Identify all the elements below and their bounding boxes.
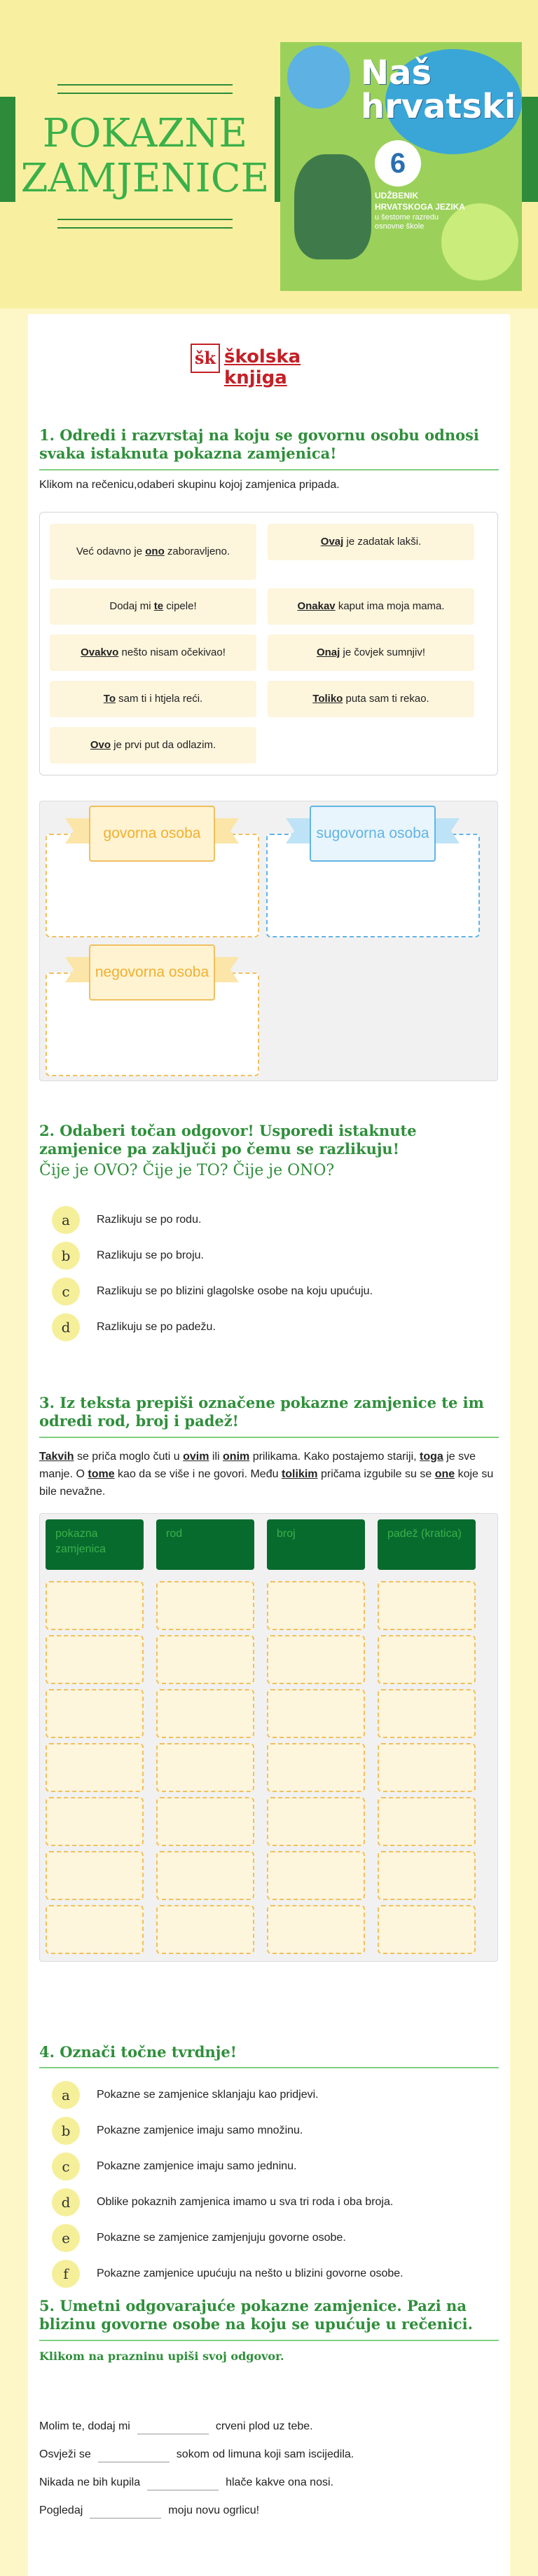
pronoun-keyword: tolikim — [281, 1467, 318, 1480]
chip-text-part: puta sam ti rekao. — [343, 692, 429, 705]
answer-cell[interactable] — [267, 1635, 365, 1684]
option-letter[interactable]: c — [52, 2153, 80, 2181]
option-letter[interactable]: f — [52, 2260, 80, 2288]
statement-option[interactable] — [52, 2188, 472, 2216]
chip-text — [90, 738, 216, 752]
statement-option[interactable] — [52, 2224, 472, 2252]
answer-cell[interactable] — [156, 1689, 254, 1738]
section-title: 4. Označi točne tvrdnje! — [39, 2043, 237, 2061]
pronoun-keyword: tome — [88, 1467, 115, 1480]
option-text: Oblike pokaznih zamjenica imamo u sva tri roda i oba broja. — [97, 2196, 394, 2208]
sentence-text: Molim te, dodaj mi — [39, 2420, 130, 2432]
pronoun-keyword: onim — [223, 1451, 250, 1463]
answer-cell[interactable] — [378, 1743, 476, 1792]
sentence-chip[interactable] — [268, 681, 474, 717]
blank-input[interactable] — [90, 2503, 161, 2519]
answer-cell[interactable] — [46, 1581, 144, 1630]
option-letter[interactable]: d — [52, 1313, 80, 1341]
sentence-chips-panel — [39, 512, 498, 775]
paragraph-text: ili — [209, 1451, 223, 1463]
section-instruction: Klikom na rečenicu,odaberi skupinu kojoj zamjenica pripada. — [39, 478, 340, 491]
answer-cell[interactable] — [267, 1851, 365, 1900]
section-instruction: Klikom na prazninu upiši svoj odgovor. — [39, 2349, 284, 2363]
section-title: 3. Iz teksta prepiši označene pokazne zamjenice te im odredi rod, broj i padež! — [39, 1394, 484, 1430]
section-2 — [28, 1122, 510, 1179]
section-title: 1. Odredi i razvrstaj na koju se govornu osobu odnosi svaka istaknuta pokazna zamjenica! — [39, 426, 479, 463]
option-text: Razlikuju se po rodu. — [97, 1214, 202, 1226]
title-rule — [57, 93, 233, 94]
section-5 — [28, 2297, 510, 2363]
sentence-text: moju novu ogrlicu! — [168, 2504, 260, 2516]
header — [0, 0, 538, 309]
pronoun-keyword: toga — [420, 1451, 443, 1463]
option-text: Pokazne se zamjenice sklanjaju kao pridjevi. — [97, 2089, 319, 2101]
logo-text: školska knjiga — [224, 346, 301, 388]
cover-subtitle — [375, 191, 465, 232]
option-letter[interactable]: e — [52, 2224, 80, 2252]
ribbon-tail — [432, 818, 460, 843]
option-letter[interactable]: a — [52, 2081, 80, 2109]
answer-cell[interactable] — [156, 1635, 254, 1684]
drop-zones-panel — [39, 801, 498, 1081]
sentence-chip[interactable] — [268, 524, 474, 560]
column-header: pokazna zamjenica — [46, 1519, 144, 1570]
zone-label-govorna — [89, 806, 215, 862]
answer-table — [39, 1513, 498, 1962]
zone-label-text: govorna osoba — [89, 806, 215, 862]
cover-sub-line: HRVATSKOGA JEZIKA — [375, 201, 465, 212]
paragraph-text: kao da se više i ne govori. Među — [114, 1467, 282, 1480]
column-header: rod — [156, 1519, 254, 1570]
chip-text — [321, 535, 421, 549]
cover-grade-badge: 6 — [375, 140, 421, 187]
ribbon-tail — [211, 818, 239, 843]
answer-cell[interactable] — [267, 1905, 365, 1954]
answer-cell[interactable] — [46, 1635, 144, 1684]
zone-label-text: sugovorna osoba — [310, 806, 436, 862]
sentence-chip[interactable] — [50, 681, 256, 717]
answer-cell[interactable] — [378, 1905, 476, 1954]
chip-text — [297, 599, 444, 614]
sentence-chip[interactable] — [50, 524, 256, 580]
sentence-text: Osvježi se — [39, 2448, 91, 2460]
page-title — [21, 111, 270, 202]
chip-text-part: nešto nisam očekivao! — [118, 646, 226, 658]
chip-text — [76, 545, 230, 559]
section-divider — [39, 2067, 499, 2068]
sentence-chip[interactable] — [50, 727, 256, 764]
fill-in-sentence — [39, 2446, 498, 2464]
chip-keyword: Ovaj — [320, 535, 344, 548]
option-text: Razlikuju se po padežu. — [97, 1321, 216, 1333]
sentence-text: crveni plod uz tebe. — [215, 2420, 313, 2432]
answer-cell[interactable] — [156, 1743, 254, 1792]
paragraph-text: prilikama. Kako postajemo stariji, — [249, 1451, 420, 1463]
sentence-chip[interactable] — [268, 635, 474, 671]
option-text: Pokazne zamjenice imaju samo jedninu. — [97, 2160, 297, 2172]
answer-cell[interactable] — [156, 1851, 254, 1900]
chip-keyword: te — [153, 599, 164, 612]
answer-cell[interactable] — [46, 1797, 144, 1846]
section-1 — [28, 426, 510, 492]
zone-label-text: negovorna osoba — [89, 944, 215, 1001]
paragraph-text: je sve manje. O — [39, 1451, 476, 1480]
title-box — [15, 41, 275, 272]
fill-in-sentence — [39, 2418, 498, 2436]
answer-cell[interactable] — [156, 1905, 254, 1954]
sentence-text: Nikada ne bih kupila — [39, 2476, 141, 2488]
title-rule — [57, 84, 233, 86]
cover-shape — [287, 46, 350, 109]
zone-label-negovorna — [89, 944, 215, 1001]
answer-option[interactable] — [52, 1313, 472, 1341]
ribbon-tail — [211, 957, 239, 982]
statement-option[interactable] — [52, 2153, 472, 2181]
answer-cell[interactable] — [46, 1689, 144, 1738]
chip-keyword: Onakav — [297, 599, 336, 612]
sentence-text: hlače kakve ona nosi. — [226, 2476, 333, 2488]
worksheet-card — [28, 314, 510, 2576]
cover-brand-line: hrvatski — [361, 87, 516, 126]
pronoun-keyword: Takvih — [39, 1451, 74, 1463]
answer-cell[interactable] — [46, 1905, 144, 1954]
option-text: Pokazne zamjenice upućuju na nešto u blizini govorne osobe. — [97, 2267, 404, 2279]
section-subtitle: Čije je OVO? Čije je TO? Čije je ONO? — [39, 1161, 335, 1179]
cover-sub-line: u šestome razredu — [375, 212, 439, 222]
paragraph-text: se priča moglo čuti u — [74, 1451, 184, 1463]
answer-cell[interactable] — [378, 1635, 476, 1684]
title-rule — [57, 219, 233, 220]
answer-option[interactable] — [52, 1277, 472, 1306]
chip-text — [81, 646, 226, 660]
statement-option[interactable] — [52, 2081, 472, 2109]
sentence-text: Pogledaj — [39, 2504, 83, 2516]
pronoun-keyword: one — [434, 1467, 455, 1480]
option-letter[interactable]: a — [52, 1206, 80, 1234]
chip-text-part: kaput ima moja mama. — [335, 599, 445, 612]
answer-cell[interactable] — [46, 1851, 144, 1900]
blank-input[interactable] — [137, 2419, 209, 2434]
publisher-logo — [191, 342, 352, 388]
chip-keyword: Toliko — [312, 692, 343, 705]
paragraph-text: koje su bile nevažne. — [39, 1467, 494, 1498]
chip-text — [109, 599, 196, 614]
chip-text-part: zaboravljeno. — [164, 545, 230, 557]
sentence-chip[interactable] — [50, 588, 256, 625]
chip-text-part: Dodaj mi — [109, 599, 154, 612]
option-text: Pokazne zamjenice imaju samo množinu. — [97, 2124, 303, 2136]
cover-sub-line: osnovne škole — [375, 222, 425, 231]
option-text: Pokazne se zamjenice zamjenjuju govorne osobe. — [97, 2232, 346, 2244]
answer-cell[interactable] — [267, 1581, 365, 1630]
chip-keyword: To — [103, 692, 116, 705]
answer-cell[interactable] — [378, 1797, 476, 1846]
section-title: 2. Odaberi točan odgovor! Usporedi istaknute zamjenice pa zaključi po čemu se razlikuju! — [39, 1122, 417, 1158]
option-text: Razlikuju se po broju. — [97, 1249, 204, 1261]
zone-label-sugovorna — [310, 806, 436, 862]
answer-cell[interactable] — [378, 1689, 476, 1738]
answer-option[interactable] — [52, 1206, 472, 1234]
section-3 — [28, 1394, 510, 1438]
chip-text-part: je prvi put da odlazim. — [111, 738, 216, 751]
chip-keyword: Ovakvo — [81, 646, 119, 658]
title-rule — [57, 227, 233, 229]
sentence-chip[interactable] — [268, 588, 474, 625]
chip-keyword: Onaj — [316, 646, 340, 658]
answer-cell[interactable] — [378, 1581, 476, 1630]
chip-text-part: Već odavno je — [76, 545, 146, 557]
column-header: broj — [267, 1519, 365, 1570]
chip-text-part: je zadatak lakši. — [343, 535, 422, 548]
answer-cell[interactable] — [156, 1797, 254, 1846]
chip-text — [317, 646, 425, 660]
chip-keyword: Ovo — [90, 738, 111, 751]
option-letter[interactable]: d — [52, 2188, 80, 2216]
chip-text-part: je čovjek sumnjiv! — [340, 646, 426, 658]
section-title: 5. Umetni odgovarajuće pokazne zamjenice. Pazi na blizinu govorne osobe na koju se upućuje u rečenici. — [39, 2297, 473, 2333]
answer-cell[interactable] — [46, 1743, 144, 1792]
column-header: padež (kratica) — [378, 1519, 476, 1570]
cover-brand-line: Naš — [361, 53, 432, 93]
story-paragraph — [39, 1449, 498, 1500]
title-line: POKAZNE — [42, 110, 248, 156]
chip-text — [104, 692, 202, 706]
paragraph-text: pričama izgubile su se — [317, 1467, 435, 1480]
fill-in-sentence — [39, 2502, 498, 2520]
chip-keyword: ono — [145, 545, 165, 557]
textbook-cover-image — [280, 42, 522, 291]
blank-input[interactable] — [98, 2447, 170, 2462]
answer-cell[interactable] — [378, 1851, 476, 1900]
statement-option[interactable] — [52, 2260, 472, 2288]
answer-option[interactable] — [52, 1242, 472, 1270]
option-text: Razlikuju se po blizini glagolske osobe na koju upućuju. — [97, 1285, 373, 1297]
section-divider — [39, 1437, 499, 1438]
title-line: ZAMJENICE — [20, 156, 270, 201]
fill-in-sentence — [39, 2474, 498, 2492]
sentence-chip[interactable] — [50, 635, 256, 671]
cover-brand — [361, 53, 516, 126]
answer-cell[interactable] — [156, 1581, 254, 1630]
pronoun-keyword: ovim — [183, 1451, 209, 1463]
chip-text — [312, 692, 429, 706]
option-letter[interactable]: b — [52, 1242, 80, 1270]
answer-cell[interactable] — [267, 1797, 365, 1846]
answer-cell[interactable] — [267, 1689, 365, 1738]
logo-mark: šk — [191, 344, 220, 373]
section-4 — [28, 2043, 510, 2068]
chip-text-part: sam ti i htjela reći. — [116, 692, 203, 705]
statement-option[interactable] — [52, 2117, 472, 2145]
blank-input[interactable] — [147, 2475, 219, 2490]
answer-cell[interactable] — [267, 1743, 365, 1792]
cover-sub-line: UDŽBENIK — [375, 191, 418, 201]
chip-text-part: cipele! — [163, 599, 197, 612]
cover-vase-shape — [294, 154, 371, 259]
option-letter[interactable]: c — [52, 1277, 80, 1306]
option-letter[interactable]: b — [52, 2117, 80, 2145]
sentence-text: sokom od limuna koji sam iscijedila. — [176, 2448, 354, 2460]
